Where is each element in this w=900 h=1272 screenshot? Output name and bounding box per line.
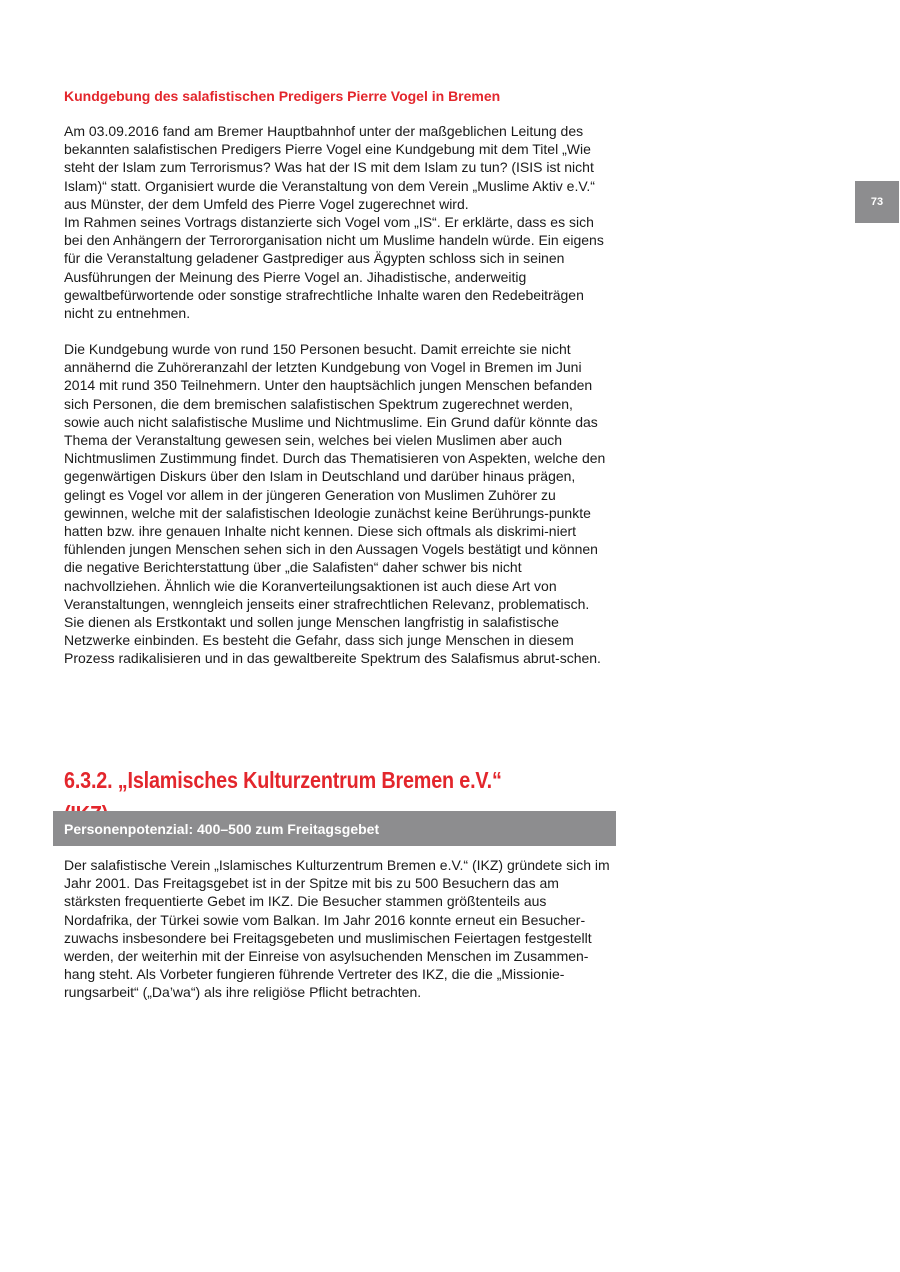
paragraph-rally-speech: Im Rahmen seines Vortrags distanzierte sich Vogel vom „IS“. Er erklärte, dass es sich bei den Anhängern der Terrororganisation nicht um Muslime handeln würde. Ein eigens für die Veranstaltung geladener Gastprediger aus Ägypten schloss sich in seinen Ausführungen der Meinung des Pierre Vogel an. Jihadistische, anderweitig gewaltbefürwortende oder sonstige strafrechtliche Inhalte waren den Redebeiträgen nicht zu entnehmen. [64, 214, 604, 322]
page-number: 73 [870, 196, 884, 208]
section-subtitle: Kundgebung des salafistischen Predigers Pierre Vogel in Bremen [64, 88, 501, 104]
text-block-ikz [64, 856, 612, 1002]
paragraph-rally-attendance: Die Kundgebung wurde von rund 150 Personen besucht. Damit erreichte sie nicht annähernd die Zuhöreranzahl der letzten Kundgebung von Vogel in Bremen im Juni 2014 mit rund 350 Teilnehmern. Unter den hauptsächlich jungen Menschen befanden sich Personen, die dem bremischen salafistischen Spektrum zugerechnet werden, sowie auch nicht salafistische Muslime und Nichtmuslime. Ein Grund dafür könnte das Thema der Veranstaltung gewesen sein, welches bei vielen Muslimen aber auch Nichtmuslimen Zustimmung findet. Durch das Thematisieren von Aspekten, welche den gegenwärtigen Diskurs über den Islam in Deutschland und darüber hinaus prägen, gelingt es Vogel vor allem in der jüngeren Generation von Muslimen Zuhörer zu gewinnen, welche mit der salafistischen Ideologie zunächst keine Berührungs-punkte hatten bzw. ihre genauen Inhalte nicht kennen. Diese sich oftmals als diskrimi-niert fühlenden jungen Menschen sehen sich in den Aussagen Vogels bestätigt und können die negative Berichterstattung über „die Salafisten“ daher schwer bis nicht nachvollziehen. Ähnlich wie die Koranverteilungsaktionen ist auch diese Art von Veranstaltungen, wenngleich jenseits einer strafrechtlichen Relevanz, problematisch. Sie dienen als Erstkontakt und sollen junge Menschen langfristig in salafistische Netzwerke einbinden. Es besteht die Gefahr, dass sich junge Menschen in diesem Prozess radikalisieren und in das gewaltbereite Spektrum des Salafismus abrut-schen. [64, 341, 606, 667]
person-potential-bar [53, 811, 616, 846]
chapter-heading: 6.3.2. „Islamisches Kulturzentrum Bremen e.V.“ [64, 767, 502, 793]
person-potential-label: Personenpotenzial: 400–500 zum Freitagsgebet [64, 820, 380, 837]
paragraph-rally-event: Am 03.09.2016 fand am Bremer Hauptbahnhof unter der maßgeblichen Leitung des bekannten salafistischen Predigers Pierre Vogel eine Kundgebung mit dem Titel „Wie steht der Islam zum Terrorismus? Was hat der IS mit dem Islam zu tun? (ISIS ist nicht Islam)“ statt. Organisiert wurde die Veranstaltung von dem Verein „Muslime Aktiv e.V.“ aus Münster, der dem Umfeld des Pierre Vogel zugerechnet wird. [64, 123, 595, 212]
page-number-tab [855, 181, 899, 223]
text-block-rally-attendance [64, 340, 612, 668]
text-block-rally-intro [64, 122, 612, 322]
paragraph-ikz: Der salafistische Verein „Islamisches Kulturzentrum Bremen e.V.“ (IKZ) gründete sich im Jahr 2001. Das Freitagsgebet ist in der Spitze mit bis zu 500 Besuchern das am stärksten frequentierte Gebet im IKZ. Die Besucher stammen größtenteils aus Nordafrika, der Türkei sowie vom Balkan. Im Jahr 2016 konnte erneut ein Besucher-zuwachs insbesondere bei Freitagsgebeten und muslimischen Feiertagen festgestellt werden, der weiterhin mit der Einreise von asylsuchenden Menschen im Zusammen-hang steht. Als Vorbeter fungieren führende Vertreter des IKZ, die die „Missionie-rungsarbeit“ („Da’wa“) als ihre religiöse Pflicht betrachten. [64, 857, 610, 1001]
